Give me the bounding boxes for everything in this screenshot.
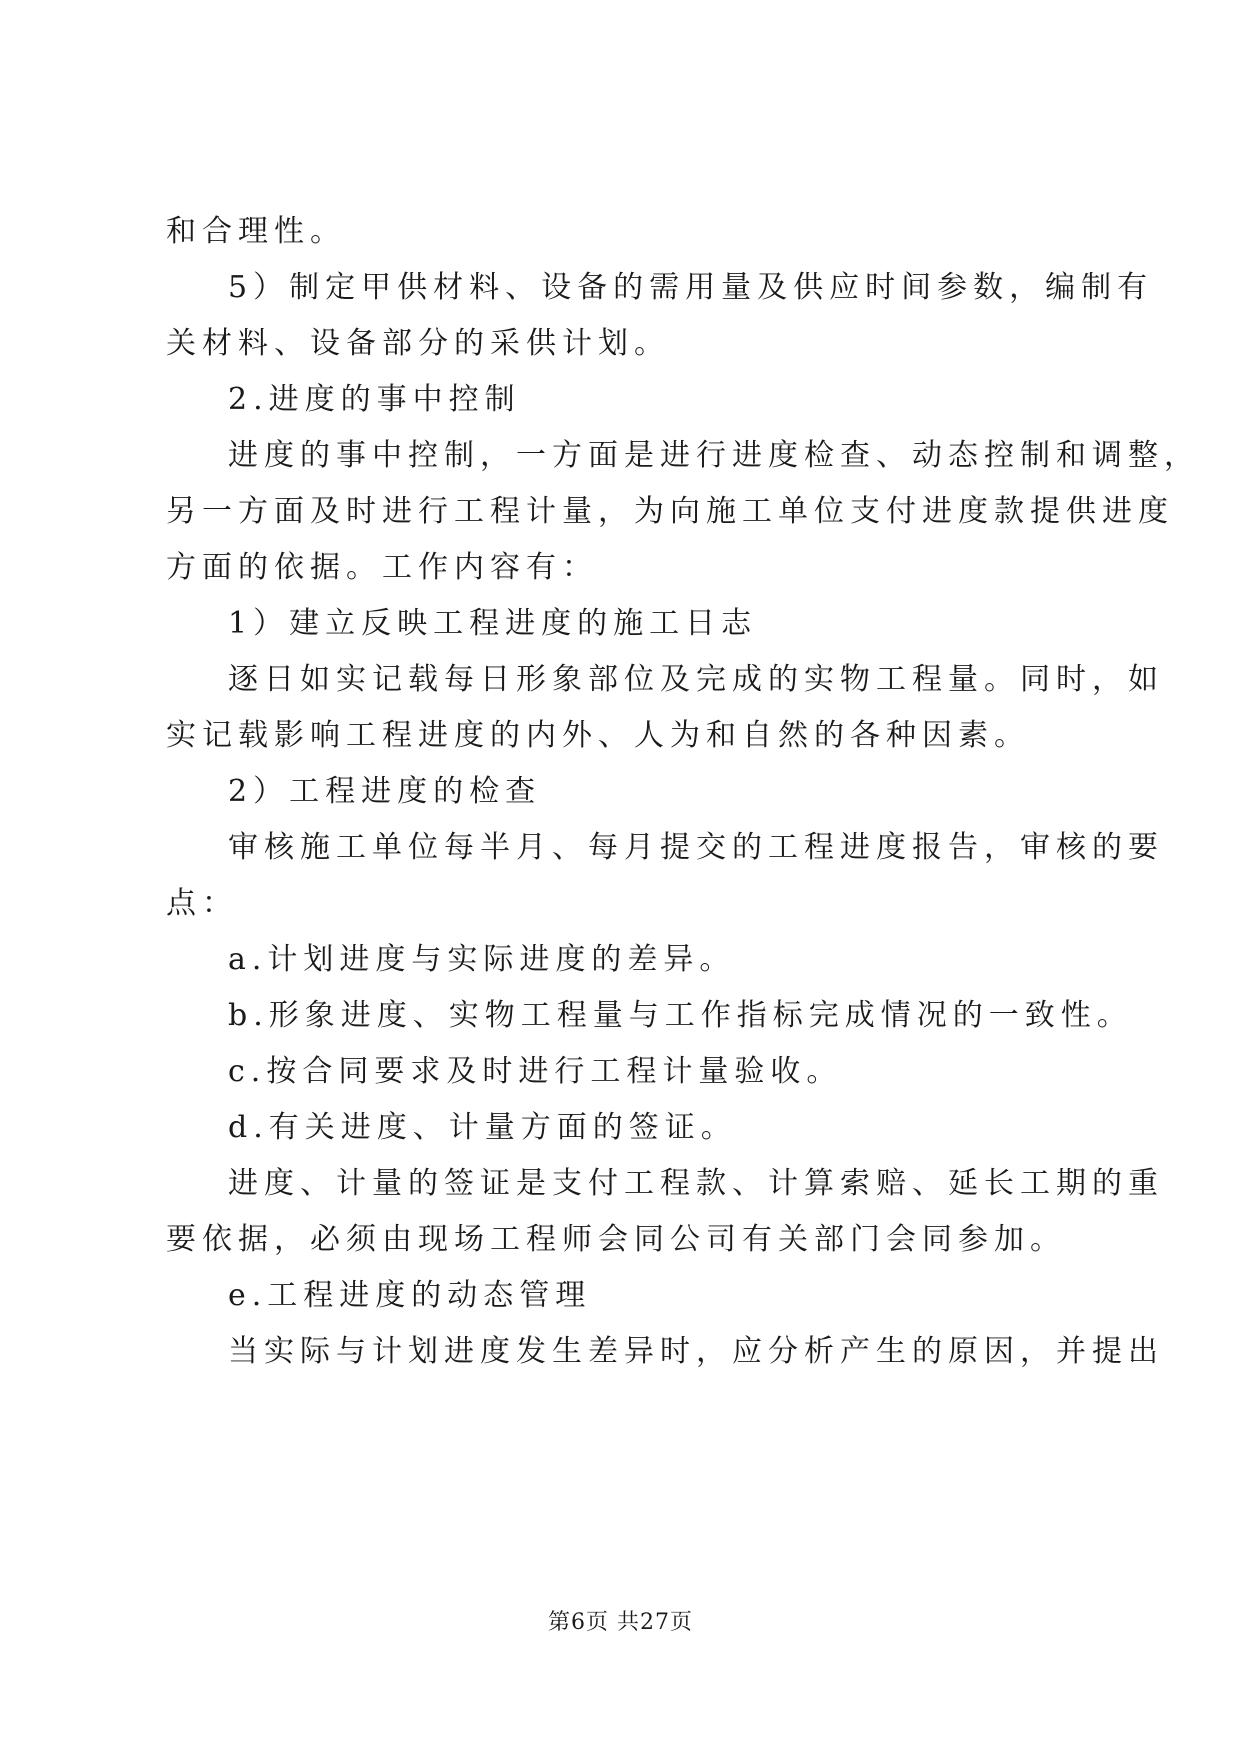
- text-line: 当实际与计划进度发生差异时，应分析产生的原因，并提出: [228, 1334, 1164, 1369]
- text-line: 进度、计量的签证是支付工程款、计算索赔、延长工期的重: [228, 1166, 1164, 1201]
- text-line: 和合理性。: [166, 214, 346, 249]
- page-number-footer: 第6页 共27页: [548, 1610, 693, 1635]
- text-line: 进度的事中控制，一方面是进行进度检查、动态控制和调整，: [228, 438, 1200, 473]
- list-item: d.有关进度、计量方面的签证。: [228, 1110, 737, 1145]
- text-line: 另一方面及时进行工程计量，为向施工单位支付进度款提供进度: [166, 494, 1174, 529]
- list-item: c.按合同要求及时进行工程计量验收。: [228, 1054, 843, 1089]
- list-item: a.计划进度与实际进度的差异。: [228, 942, 736, 977]
- list-heading: 2）工程进度的检查: [228, 774, 542, 809]
- text-line: 关材料、设备部分的采供计划。: [166, 326, 670, 361]
- list-heading: 1）建立反映工程进度的施工日志: [228, 606, 758, 641]
- list-item: e.工程进度的动态管理: [228, 1278, 592, 1313]
- list-item: b.形象进度、实物工程量与工作指标完成情况的一致性。: [228, 998, 1133, 1033]
- text-line: 点：: [166, 886, 238, 921]
- text-line: 逐日如实记载每日形象部位及完成的实物工程量。同时，如: [228, 662, 1164, 697]
- text-line: 方面的依据。工作内容有：: [166, 550, 598, 585]
- text-line: 要依据，必须由现场工程师会同公司有关部门会同参加。: [166, 1222, 1066, 1257]
- section-heading: 2.进度的事中控制: [228, 382, 521, 417]
- text-line: 审核施工单位每半月、每月提交的工程进度报告，审核的要: [228, 830, 1164, 865]
- text-line: 实记载影响工程进度的内外、人为和自然的各种因素。: [166, 718, 1030, 753]
- text-line: 5）制定甲供材料、设备的需用量及供应时间参数，编制有: [228, 270, 1154, 305]
